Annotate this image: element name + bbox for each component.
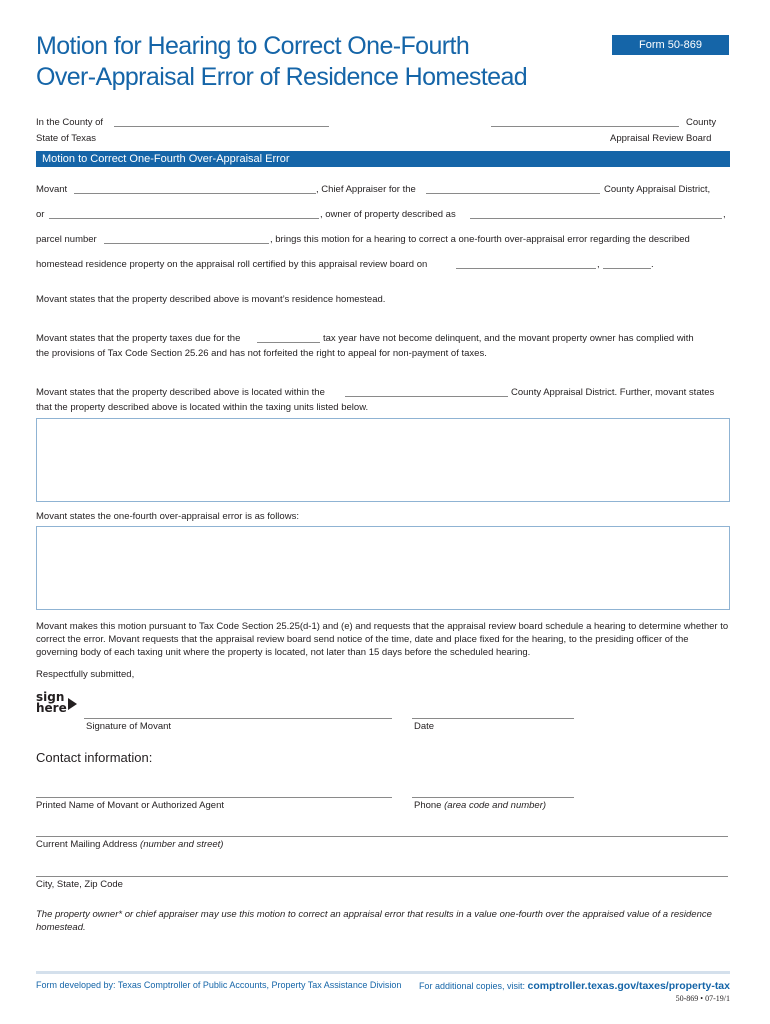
- tax-year-field[interactable]: [257, 342, 320, 343]
- phone-label: Phone: [414, 800, 442, 811]
- printed-name-label: Printed Name of Movant or Authorized Agent: [36, 800, 224, 811]
- section-title: Motion to Correct One-Fourth Over-Appraisal Error: [42, 153, 290, 165]
- address-label: Current Mailing Address: [36, 839, 138, 850]
- form-title-line2: Over-Appraisal Error of Residence Homestead: [36, 63, 528, 91]
- chief-appraiser-label: , Chief Appraiser for the: [316, 184, 416, 195]
- county-of-label: In the County of: [36, 117, 104, 128]
- parcel-label: parcel number: [36, 234, 97, 245]
- signature-label: Signature of Movant: [86, 721, 172, 732]
- address-hint: (number and street): [140, 839, 224, 850]
- statement-homestead: Movant states that the property described above is movant’s residence homestead.: [36, 294, 386, 305]
- taxes-text-b: tax year have not become delinquent, and the movant property owner has complied with: [323, 333, 694, 344]
- footer-divider: [36, 971, 730, 974]
- located-text-c: that the property described above is located within the taxing units listed below.: [36, 402, 369, 413]
- state-label: State of Texas: [36, 133, 97, 144]
- footer-form-code: 50-869 • 07-19/1: [675, 994, 730, 1003]
- period-text: .: [651, 259, 654, 270]
- county-of-field[interactable]: [114, 126, 329, 127]
- taxes-text-a: Movant states that the property taxes due for the: [36, 333, 241, 344]
- section-header-bar: [36, 151, 730, 167]
- comma-text-2: ,: [597, 259, 600, 270]
- phone-field[interactable]: [412, 797, 574, 798]
- here-word: here: [36, 701, 67, 715]
- error-description-textarea[interactable]: [36, 526, 730, 610]
- sign-arrow-icon: [68, 698, 77, 710]
- county-name-field[interactable]: [491, 126, 679, 127]
- located-district-field[interactable]: [345, 396, 508, 397]
- signature-field[interactable]: [84, 718, 392, 719]
- property-description-field[interactable]: [470, 218, 722, 219]
- address-label-group: [36, 839, 223, 851]
- footer-copies: [380, 980, 730, 992]
- phone-hint: (area code and number): [444, 800, 547, 811]
- movant-label: Movant: [36, 184, 68, 195]
- mailing-address-field[interactable]: [36, 836, 728, 837]
- sign-word: sign: [36, 690, 65, 704]
- contact-title: Contact information:: [36, 750, 153, 765]
- roll-certified-date-field[interactable]: [456, 268, 596, 269]
- form-number-badge: Form 50-869: [612, 35, 729, 55]
- printed-name-field[interactable]: [36, 797, 392, 798]
- movant-name-field[interactable]: [74, 193, 316, 194]
- form-title: [36, 31, 556, 93]
- city-state-zip-field[interactable]: [36, 876, 728, 877]
- city-label: City, State, Zip Code: [36, 879, 123, 890]
- located-text-b: County Appraisal District. Further, movant states: [511, 387, 715, 398]
- roll-certified-year-field[interactable]: [603, 268, 651, 269]
- footer-copies-prefix: For additional copies, visit:: [418, 981, 528, 991]
- taxes-text-c: the provisions of Tax Code Section 25.26 and has not forfeited the right to appeal for non-payment of taxes.: [36, 348, 487, 359]
- county-label: County: [686, 117, 717, 128]
- appraisal-district-field[interactable]: [426, 193, 600, 194]
- or-label: or: [36, 209, 45, 220]
- form-title-line1: Motion for Hearing to Correct One-Fourth: [36, 32, 470, 60]
- owner-note: The property owner* or chief appraiser may use this motion to correct an appraisal error that results in a value one-fourth over the appraised value of a residence homestead.: [36, 909, 712, 933]
- footer-developer-credit: Form developed by: Texas Comptroller of Public Accounts, Property Tax Assistance Division: [36, 980, 402, 990]
- homestead-text: homestead residence property on the appraisal roll certified by this appraisal review board on: [36, 259, 428, 270]
- parcel-text: , brings this motion for a hearing to correct a one-fourth over-appraisal error regarding the described: [270, 234, 690, 245]
- parcel-number-field[interactable]: [104, 243, 269, 244]
- arb-label: Appraisal Review Board: [610, 133, 712, 144]
- taxing-units-textarea[interactable]: [36, 418, 730, 502]
- phone-label-group: [414, 800, 546, 812]
- motion-paragraph: Movant makes this motion pursuant to Tax Code Section 25.25(d-1) and (e) and requests that the appraisal review board schedule a hearing to determine whether to correct the error. Movant requests that the appraisal review board send notice of the time, date and place fixed for the hearing, to the presiding officer of the governing body of each taxing unit where the property is located, not later than 15 days before the scheduled hearing.: [36, 621, 729, 658]
- comma-text: ,: [723, 209, 726, 220]
- date-label: Date: [414, 721, 435, 732]
- owner-label: , owner of property described as: [320, 209, 456, 220]
- footer-url-link[interactable]: comptroller.texas.gov/taxes/property-tax: [527, 980, 730, 992]
- county-district-label: County Appraisal District,: [604, 184, 711, 195]
- respectfully-text: Respectfully submitted,: [36, 669, 135, 680]
- located-text-a: Movant states that the property described above is located within the: [36, 387, 325, 398]
- date-field[interactable]: [412, 718, 574, 719]
- owner-name-field[interactable]: [49, 218, 319, 219]
- error-label: Movant states the one-fourth over-appraisal error is as follows:: [36, 511, 299, 522]
